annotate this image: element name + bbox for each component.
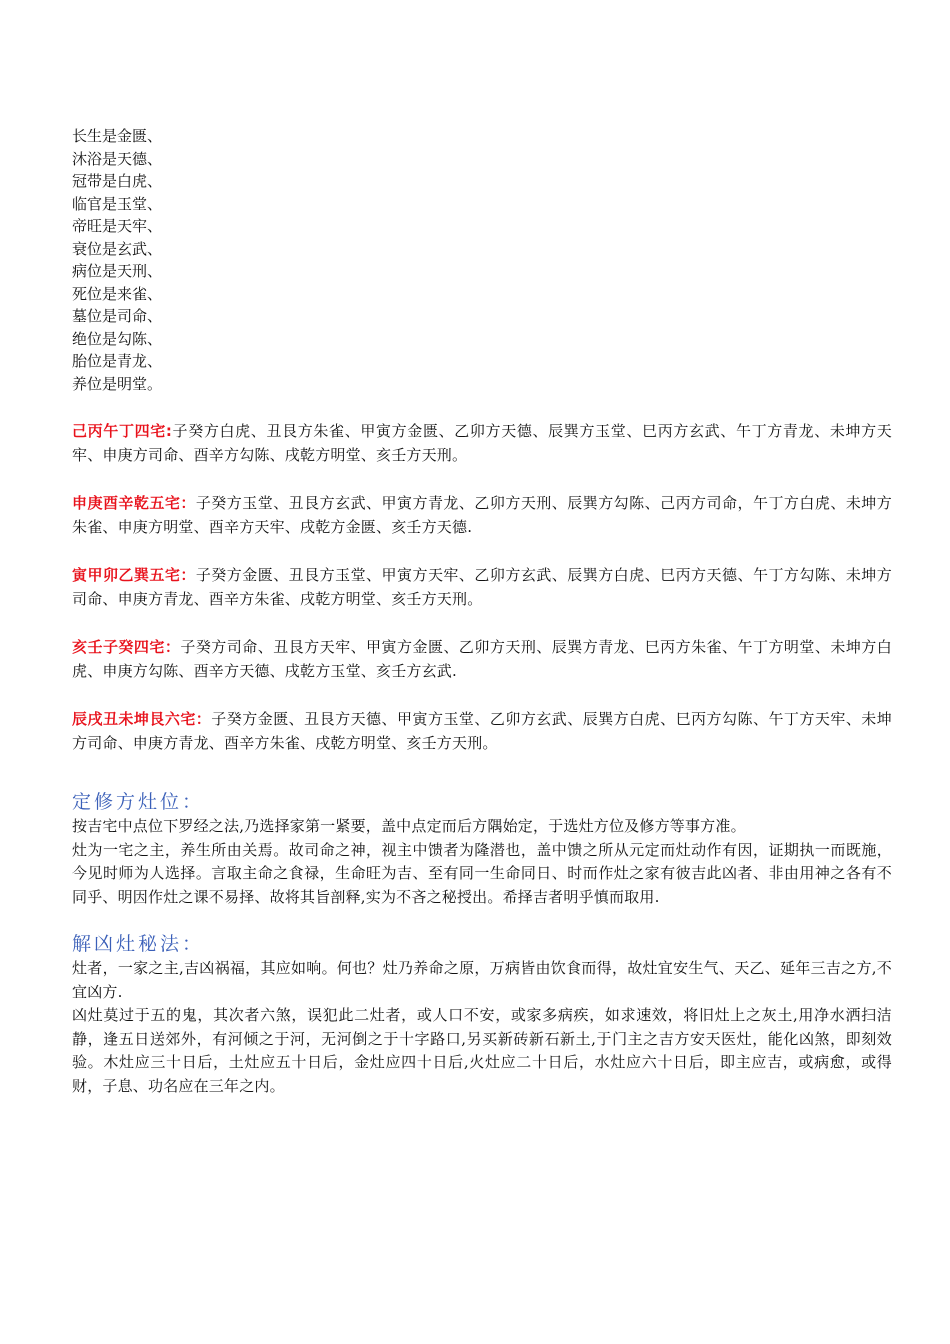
house-paragraph bbox=[72, 491, 892, 539]
house-paragraph bbox=[72, 419, 892, 467]
list-item: 衰位是玄武、 bbox=[72, 239, 163, 258]
section-paragraph: 灶为一宅之主，养生所由关焉。故司命之神，视主中馈者为隆潜也，盖中馈之所从元定而灶动作有因，证期执一而既施，今见时师为人选择。言取主命之食禄，生命旺为吉、至有同一生命同日、时而作灶之家有彼吉此凶者、非由用神之各有不同乎、明因作灶之课不易择、故将其旨剖释,实为不吝之秘授出。希择吉者明乎慎而取用. bbox=[72, 840, 892, 906]
house-text: 子癸方金匮、丑艮方天德、甲寅方玉堂、乙卯方玄武、辰巽方白虎、巳丙方勾陈、午丁方天牢、未坤方司命、申庚方青龙、酉辛方朱雀、戌乾方明堂、亥壬方天刑。 bbox=[72, 710, 892, 752]
section-paragraph: 灶者，一家之主,吉凶祸福，其应如响。何也？灶乃养命之原，万病皆由饮食而得，故灶宜安生气、天乙、延年三吉之方,不宜凶方. bbox=[72, 959, 892, 1001]
house-title: 己丙午丁四宅: bbox=[72, 422, 173, 440]
list-item: 绝位是勾陈、 bbox=[72, 329, 163, 348]
list-item: 临官是玉堂、 bbox=[72, 194, 163, 213]
list-item: 病位是天刑、 bbox=[72, 262, 163, 280]
list-item: 死位是来雀、 bbox=[72, 284, 163, 303]
list-item: 养位是明堂。 bbox=[72, 374, 163, 393]
house-paragraph bbox=[72, 563, 892, 611]
section-paragraph: 凶灶莫过于五的鬼，其次者六煞，误犯此二灶者，或人口不安，或家多病疾，如求速效，将旧灶上之灰土,用净水洒扫洁静，逢五日送郊外，有河倾之于河，无河倒之于十字路口,另买新砖新石新土,于门主之吉方安天医灶，能化凶煞，即刻效验。木灶应三十日后，土灶应五十日后，金灶应四十日后,火灶应二十日后，水灶应六十日后，即主应吉，或病愈，或得财，子息、功名应在三年之内。 bbox=[72, 1006, 892, 1095]
house-title: 辰戌丑未坤艮六宅： bbox=[72, 710, 212, 728]
house-text: 子癸方玉堂、丑艮方玄武、甲寅方青龙、乙卯方天刑、辰巽方勾陈、己丙方司命，午丁方白虎、未坤方朱雀、申庚方明堂、酉辛方天牢、戌乾方金匮、亥壬方天德. bbox=[72, 494, 892, 536]
section-body bbox=[72, 957, 892, 1098]
section-paragraph: 按吉宅中点位下罗经之法,乃选择家第一紧要，盖中点定而后方隅始定，于选灶方位及修方等事方准。 bbox=[72, 817, 746, 835]
position-list bbox=[72, 125, 892, 395]
list-item: 沐浴是天德、 bbox=[72, 149, 163, 168]
house-text: 子癸方白虎、丑艮方朱雀、甲寅方金匮、乙卯方天德、辰巽方玉堂、巳丙方玄武、午丁方青龙、未坤方天牢、申庚方司命、酉辛方勾陈、戌乾方明堂、亥壬方天刑。 bbox=[72, 422, 892, 464]
list-item: 冠带是白虎、 bbox=[72, 172, 163, 190]
list-item: 帝旺是天牢、 bbox=[72, 217, 163, 235]
document-page bbox=[72, 125, 892, 1098]
house-title: 寅甲卯乙巽五宅： bbox=[72, 566, 196, 584]
house-text: 子癸方金匮、丑艮方玉堂、甲寅方天牢、乙卯方玄武、辰巽方白虎、巳丙方天德、午丁方勾陈、未坤方司命、申庚方青龙、酉辛方朱雀、戌乾方明堂、亥壬方天刑。 bbox=[72, 566, 892, 608]
house-text: 子癸方司命、丑艮方天牢、甲寅方金匮、乙卯方天刑、辰巽方青龙、巳丙方朱雀、午丁方明堂、未坤方白虎、申庚方勾陈、酉辛方天德、戌乾方玉堂、亥壬方玄武. bbox=[72, 638, 892, 680]
section-heading: 定修方灶位： bbox=[72, 791, 205, 813]
list-item: 墓位是司命、 bbox=[72, 307, 163, 325]
list-item: 长生是金匮、 bbox=[72, 127, 163, 145]
house-paragraph bbox=[72, 707, 892, 755]
section-heading: 解凶灶秘法： bbox=[72, 933, 205, 955]
list-item: 胎位是青龙、 bbox=[72, 352, 163, 370]
house-title: 亥壬子癸四宅： bbox=[72, 638, 181, 656]
house-paragraph bbox=[72, 635, 892, 683]
section-body bbox=[72, 815, 892, 909]
house-title: 申庚酉辛乾五宅： bbox=[72, 494, 196, 512]
